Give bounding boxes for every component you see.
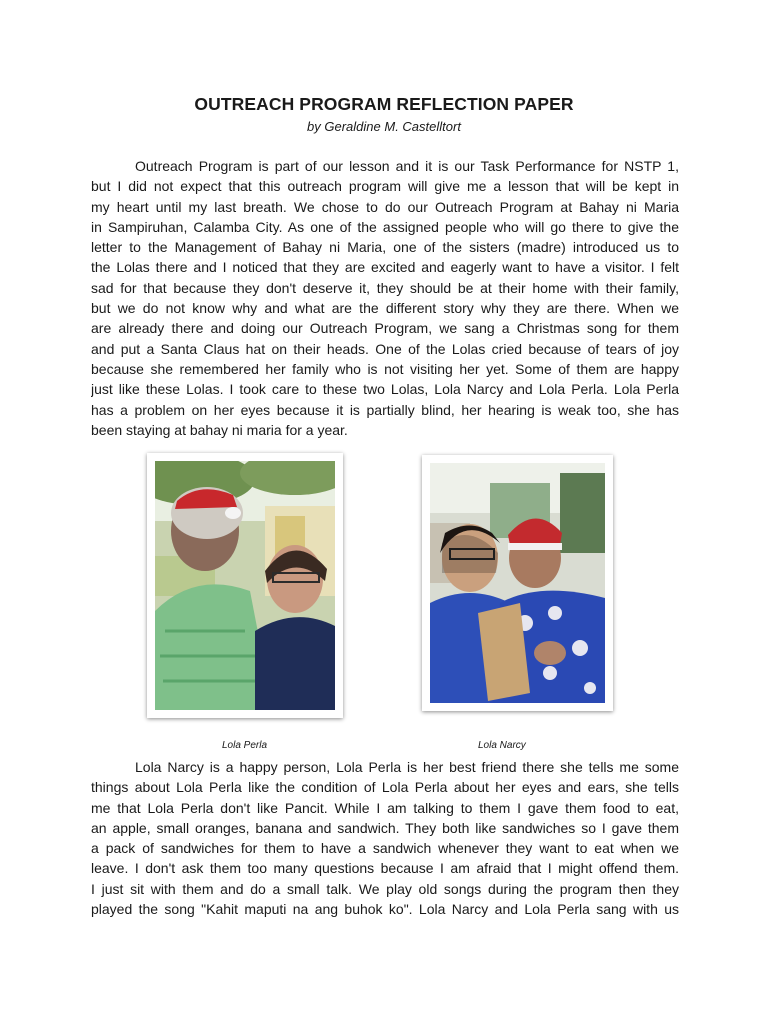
text-line: things about Lola Perla like the condition of Lola Perla about her eyes and ears, she tells bbox=[91, 779, 679, 796]
text-line: letter to the Management of Bahay ni Maria, one of the sisters (madre) introduced us to bbox=[91, 239, 679, 256]
photo-lola-narcy bbox=[422, 455, 613, 711]
text-line: an apple, small oranges, banana and sandwich. They both like sandwiches so I gave them bbox=[91, 819, 679, 836]
text-line: been staying at bahay ni maria for a year. bbox=[91, 421, 348, 438]
text-line: in Sampiruhan, Calamba City. As one of the assigned people who will go there to give the bbox=[91, 218, 679, 235]
text-line: has a problem on her eyes because it is partially blind, her hearing is weak too, she has bbox=[91, 401, 679, 418]
photo-lola-perla-image bbox=[155, 461, 335, 710]
photo-lola-narcy-caption: Lola Narcy bbox=[478, 740, 526, 751]
text-line: a pack of sandwiches for them to have a sandwich whenever they want to eat when we bbox=[91, 840, 679, 857]
paragraph-2 bbox=[91, 757, 679, 919]
text-line: but we do not know why and what are the different story why they are there. When we bbox=[91, 300, 679, 317]
text-line: Outreach Program is part of our lesson and it is our Task Performance for NSTP 1, bbox=[135, 158, 679, 174]
document-title: OUTREACH PROGRAM REFLECTION PAPER bbox=[194, 94, 574, 114]
photo-lola-perla bbox=[147, 453, 343, 718]
paragraph-1 bbox=[91, 156, 679, 440]
text-line: my heart until my last breath. We chose to do our Outreach Program at Bahay ni Maria bbox=[91, 198, 679, 215]
text-line: leave. I don't ask them too many questions because I am afraid that I might offend them. bbox=[91, 860, 679, 877]
text-line: played the song "Kahit maputi na ang buhok ko". Lola Narcy and Lola Perla sang with us bbox=[91, 901, 679, 918]
text-line: and put a Santa Claus hat on their heads. One of the Lolas cried because of tears of joy bbox=[91, 340, 679, 357]
text-line: because she remembered her family who is not visiting her yet. Some of them are happy bbox=[91, 360, 679, 377]
text-line: I just sit with them and do a small talk. We play old songs during the program then they bbox=[91, 880, 679, 897]
photo-lola-perla-caption: Lola Perla bbox=[222, 740, 268, 751]
document-author: by Geraldine M. Castelltort bbox=[307, 119, 461, 134]
text-line: are already there and doing our Outreach Program, we sang a Christmas song for them bbox=[91, 320, 679, 337]
text-line: me that Lola Perla don't like Pancit. While I am talking to them I gave them food to eat, bbox=[91, 799, 679, 816]
text-line: Lola Narcy is a happy person, Lola Perla is her best friend there she tells me some bbox=[135, 759, 679, 775]
photo-lola-narcy-image bbox=[430, 463, 605, 703]
text-line: but I did not expect that this outreach program will give me a lesson that will be kept in bbox=[91, 178, 679, 195]
text-line: just like these Lolas. I took care to these two Lolas, Lola Narcy and Lola Perla. Lola Perla bbox=[91, 381, 679, 398]
text-line: the Lolas there and I noticed that they are excited and eagerly want to have a visitor. I felt bbox=[91, 259, 679, 276]
text-line: sad for that because they don't deserve it, they should be at their home with their family, bbox=[91, 279, 679, 296]
